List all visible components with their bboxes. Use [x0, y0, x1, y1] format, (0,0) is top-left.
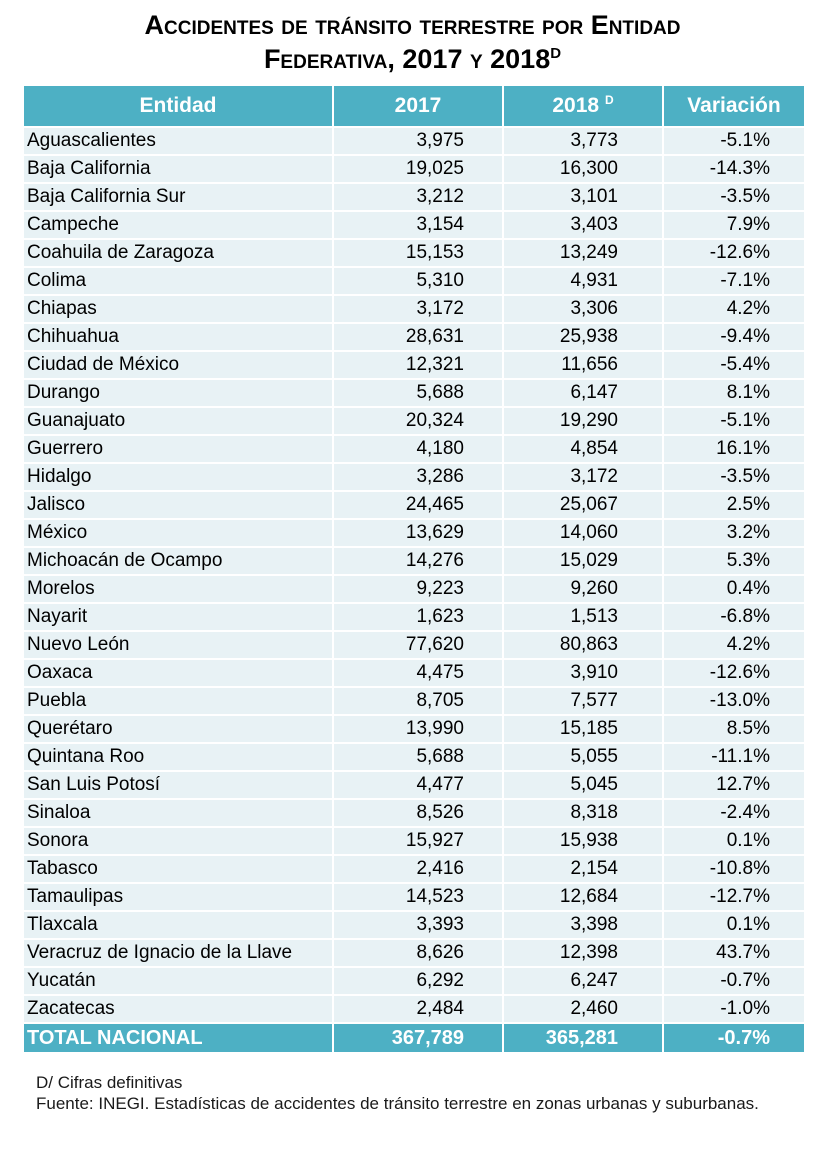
- cell-entidad: Morelos: [24, 576, 332, 604]
- cell-variacion: -1.0%: [664, 996, 804, 1024]
- table-row: [24, 632, 804, 660]
- cell-entidad: Campeche: [24, 212, 332, 240]
- cell-2018: 7,577: [504, 688, 662, 716]
- cell-entidad: Coahuila de Zaragoza: [24, 240, 332, 268]
- header-entidad: Entidad: [24, 86, 332, 128]
- cell-entidad: Yucatán: [24, 968, 332, 996]
- cell-variacion: -7.1%: [664, 268, 804, 296]
- title-line-2: Federativa, 2017 y 2018: [263, 44, 551, 74]
- cell-2018: 15,185: [504, 716, 662, 744]
- cell-2018: 16,300: [504, 156, 662, 184]
- cell-2017: 3,212: [334, 184, 502, 212]
- table-row: [24, 156, 804, 184]
- header-2018-label: 2018: [552, 94, 600, 117]
- table-row: [24, 660, 804, 688]
- total-2017: 367,789: [334, 1024, 502, 1052]
- cell-entidad: Quintana Roo: [24, 744, 332, 772]
- cell-variacion: 2.5%: [664, 492, 804, 520]
- cell-entidad: Ciudad de México: [24, 352, 332, 380]
- cell-2017: 3,393: [334, 912, 502, 940]
- cell-entidad: Oaxaca: [24, 660, 332, 688]
- cell-variacion: -0.7%: [664, 968, 804, 996]
- cell-2017: 5,688: [334, 744, 502, 772]
- cell-2018: 12,684: [504, 884, 662, 912]
- cell-2017: 4,475: [334, 660, 502, 688]
- title-line-1: Accidentes de tránsito terrestre por Entidad: [144, 10, 681, 40]
- cell-2018: 12,398: [504, 940, 662, 968]
- page-title: [0, 8, 825, 76]
- cell-2017: 6,292: [334, 968, 502, 996]
- cell-2017: 15,927: [334, 828, 502, 856]
- cell-2017: 14,276: [334, 548, 502, 576]
- cell-2017: 19,025: [334, 156, 502, 184]
- cell-variacion: -12.7%: [664, 884, 804, 912]
- cell-2017: 8,626: [334, 940, 502, 968]
- table-row: [24, 576, 804, 604]
- cell-entidad: Nuevo León: [24, 632, 332, 660]
- cell-2018: 2,154: [504, 856, 662, 884]
- total-2018: 365,281: [504, 1024, 662, 1052]
- cell-2018: 14,060: [504, 520, 662, 548]
- cell-variacion: 8.5%: [664, 716, 804, 744]
- cell-entidad: Durango: [24, 380, 332, 408]
- table-row: [24, 856, 804, 884]
- cell-variacion: 0.4%: [664, 576, 804, 604]
- cell-variacion: -13.0%: [664, 688, 804, 716]
- total-row: [24, 1024, 804, 1052]
- cell-2018: 25,067: [504, 492, 662, 520]
- cell-entidad: Aguascalientes: [24, 128, 332, 156]
- cell-entidad: Colima: [24, 268, 332, 296]
- header-2017: 2017: [334, 86, 502, 128]
- cell-entidad: Chihuahua: [24, 324, 332, 352]
- cell-2017: 28,631: [334, 324, 502, 352]
- cell-variacion: 43.7%: [664, 940, 804, 968]
- cell-entidad: Sinaloa: [24, 800, 332, 828]
- table-row: [24, 520, 804, 548]
- cell-2018: 15,938: [504, 828, 662, 856]
- cell-2017: 13,990: [334, 716, 502, 744]
- cell-variacion: -3.5%: [664, 184, 804, 212]
- table-row: [24, 240, 804, 268]
- cell-entidad: Guerrero: [24, 436, 332, 464]
- cell-variacion: 0.1%: [664, 828, 804, 856]
- table-row: [24, 380, 804, 408]
- header-2018: [504, 86, 662, 128]
- cell-2018: 5,045: [504, 772, 662, 800]
- cell-variacion: 4.2%: [664, 296, 804, 324]
- title-line-2-wrap: [0, 42, 825, 76]
- cell-2017: 4,477: [334, 772, 502, 800]
- cell-variacion: -9.4%: [664, 324, 804, 352]
- cell-2018: 19,290: [504, 408, 662, 436]
- table-row: [24, 940, 804, 968]
- cell-2017: 3,172: [334, 296, 502, 324]
- total-label: TOTAL NACIONAL: [24, 1024, 332, 1052]
- cell-2018: 3,101: [504, 184, 662, 212]
- cell-variacion: 16.1%: [664, 436, 804, 464]
- cell-2017: 3,154: [334, 212, 502, 240]
- cell-variacion: -2.4%: [664, 800, 804, 828]
- cell-variacion: -5.4%: [664, 352, 804, 380]
- cell-2018: 6,147: [504, 380, 662, 408]
- cell-entidad: Chiapas: [24, 296, 332, 324]
- table-row: [24, 912, 804, 940]
- cell-2017: 77,620: [334, 632, 502, 660]
- cell-2017: 5,688: [334, 380, 502, 408]
- cell-entidad: Querétaro: [24, 716, 332, 744]
- table-row: [24, 828, 804, 856]
- cell-entidad: Jalisco: [24, 492, 332, 520]
- cell-variacion: -14.3%: [664, 156, 804, 184]
- cell-entidad: Baja California: [24, 156, 332, 184]
- cell-2018: 80,863: [504, 632, 662, 660]
- cell-2017: 3,286: [334, 464, 502, 492]
- cell-2017: 9,223: [334, 576, 502, 604]
- cell-2018: 4,931: [504, 268, 662, 296]
- total-variacion: -0.7%: [664, 1024, 804, 1052]
- cell-2017: 13,629: [334, 520, 502, 548]
- notes: [36, 1072, 796, 1114]
- cell-entidad: Michoacán de Ocampo: [24, 548, 332, 576]
- cell-variacion: -12.6%: [664, 660, 804, 688]
- cell-variacion: -3.5%: [664, 464, 804, 492]
- cell-2018: 9,260: [504, 576, 662, 604]
- table-row: [24, 884, 804, 912]
- header-2018-superscript: D: [604, 93, 614, 107]
- cell-2018: 13,249: [504, 240, 662, 268]
- cell-2017: 1,623: [334, 604, 502, 632]
- cell-entidad: Zacatecas: [24, 996, 332, 1024]
- cell-2017: 5,310: [334, 268, 502, 296]
- table-row: [24, 800, 804, 828]
- cell-variacion: -6.8%: [664, 604, 804, 632]
- cell-2018: 3,773: [504, 128, 662, 156]
- cell-2018: 3,403: [504, 212, 662, 240]
- cell-entidad: Tlaxcala: [24, 912, 332, 940]
- cell-variacion: 8.1%: [664, 380, 804, 408]
- cell-2018: 2,460: [504, 996, 662, 1024]
- table-row: [24, 604, 804, 632]
- table-row: [24, 296, 804, 324]
- cell-2018: 3,398: [504, 912, 662, 940]
- table-row: [24, 772, 804, 800]
- cell-entidad: Nayarit: [24, 604, 332, 632]
- cell-variacion: -5.1%: [664, 408, 804, 436]
- cell-variacion: 5.3%: [664, 548, 804, 576]
- header-variacion: Variación: [664, 86, 804, 128]
- cell-variacion: 4.2%: [664, 632, 804, 660]
- cell-variacion: -12.6%: [664, 240, 804, 268]
- footnote: D/ Cifras definitivas: [36, 1073, 183, 1092]
- table-row: [24, 492, 804, 520]
- table-row: [24, 464, 804, 492]
- cell-2018: 6,247: [504, 968, 662, 996]
- cell-entidad: Baja California Sur: [24, 184, 332, 212]
- table-row: [24, 688, 804, 716]
- table-row: [24, 184, 804, 212]
- cell-2017: 20,324: [334, 408, 502, 436]
- cell-2018: 5,055: [504, 744, 662, 772]
- cell-variacion: 3.2%: [664, 520, 804, 548]
- cell-2018: 3,306: [504, 296, 662, 324]
- cell-2018: 8,318: [504, 800, 662, 828]
- cell-entidad: México: [24, 520, 332, 548]
- cell-2017: 8,705: [334, 688, 502, 716]
- cell-2018: 1,513: [504, 604, 662, 632]
- cell-2017: 4,180: [334, 436, 502, 464]
- cell-2018: 15,029: [504, 548, 662, 576]
- accidents-table: [22, 86, 806, 1052]
- table-row: [24, 324, 804, 352]
- cell-entidad: Puebla: [24, 688, 332, 716]
- cell-entidad: Tabasco: [24, 856, 332, 884]
- table-row: [24, 128, 804, 156]
- cell-entidad: Sonora: [24, 828, 332, 856]
- title-superscript: D: [550, 45, 562, 62]
- table-row: [24, 268, 804, 296]
- table-row: [24, 436, 804, 464]
- cell-2018: 3,910: [504, 660, 662, 688]
- cell-variacion: -10.8%: [664, 856, 804, 884]
- cell-2018: 3,172: [504, 464, 662, 492]
- table-row: [24, 716, 804, 744]
- cell-variacion: 12.7%: [664, 772, 804, 800]
- cell-entidad: Hidalgo: [24, 464, 332, 492]
- table-row: [24, 744, 804, 772]
- cell-2017: 2,484: [334, 996, 502, 1024]
- cell-entidad: San Luis Potosí: [24, 772, 332, 800]
- cell-variacion: 0.1%: [664, 912, 804, 940]
- source-note: Fuente: INEGI. Estadísticas de accidentes de tránsito terrestre en zonas urbanas y suburbanas.: [36, 1094, 759, 1113]
- table-row: [24, 352, 804, 380]
- cell-entidad: Veracruz de Ignacio de la Llave: [24, 940, 332, 968]
- cell-2017: 2,416: [334, 856, 502, 884]
- cell-entidad: Tamaulipas: [24, 884, 332, 912]
- cell-2018: 11,656: [504, 352, 662, 380]
- cell-2017: 14,523: [334, 884, 502, 912]
- cell-2017: 12,321: [334, 352, 502, 380]
- table-row: [24, 968, 804, 996]
- cell-2017: 15,153: [334, 240, 502, 268]
- table-row: [24, 212, 804, 240]
- table-header-row: [24, 86, 804, 128]
- table-row: [24, 548, 804, 576]
- cell-2017: 8,526: [334, 800, 502, 828]
- cell-2018: 25,938: [504, 324, 662, 352]
- table-row: [24, 408, 804, 436]
- cell-variacion: 7.9%: [664, 212, 804, 240]
- cell-2018: 4,854: [504, 436, 662, 464]
- cell-2017: 3,975: [334, 128, 502, 156]
- cell-variacion: -5.1%: [664, 128, 804, 156]
- table-row: [24, 996, 804, 1024]
- cell-variacion: -11.1%: [664, 744, 804, 772]
- cell-2017: 24,465: [334, 492, 502, 520]
- cell-entidad: Guanajuato: [24, 408, 332, 436]
